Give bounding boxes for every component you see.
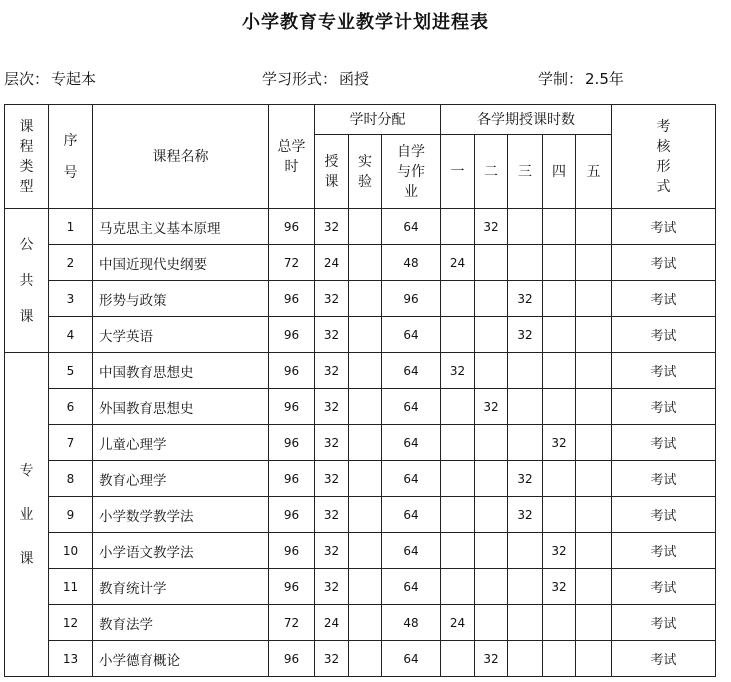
- category-cell: 专业课: [5, 353, 49, 677]
- sem3-hours-cell: [508, 533, 543, 569]
- assessment-cell: 考试: [612, 353, 716, 389]
- sem1-hours-cell: [441, 209, 475, 245]
- assessment-cell: 考试: [612, 317, 716, 353]
- self-study-hours-cell: 64: [382, 425, 441, 461]
- lecture-hours-cell: 32: [315, 569, 349, 605]
- total-hours-cell: 96: [269, 389, 315, 425]
- course-name-cell: 教育法学: [93, 605, 269, 641]
- total-hours-cell: 96: [269, 533, 315, 569]
- course-name-cell: 小学语文教学法: [93, 533, 269, 569]
- lab-hours-cell: [349, 425, 382, 461]
- total-hours-cell: 96: [269, 461, 315, 497]
- sem4-hours-cell: 32: [543, 533, 576, 569]
- course-name-cell: 儿童心理学: [93, 425, 269, 461]
- lecture-hours-cell: 32: [315, 209, 349, 245]
- sem1-hours-cell: [441, 497, 475, 533]
- sem4-hours-cell: 32: [543, 425, 576, 461]
- header-seq: 序号: [49, 105, 93, 209]
- seq-cell: 12: [49, 605, 93, 641]
- sem5-hours-cell: [576, 209, 612, 245]
- table-row: [5, 533, 716, 569]
- lab-hours-cell: [349, 245, 382, 281]
- lab-hours-cell: [349, 497, 382, 533]
- lecture-hours-cell: 24: [315, 245, 349, 281]
- assessment-cell: 考试: [612, 425, 716, 461]
- header-lab: 实验: [349, 135, 382, 209]
- self-study-hours-cell: 64: [382, 569, 441, 605]
- header-assessment: 考核形式: [612, 105, 716, 209]
- self-study-hours-cell: 64: [382, 533, 441, 569]
- sem5-hours-cell: [576, 605, 612, 641]
- sem4-hours-cell: [543, 245, 576, 281]
- lecture-hours-cell: 32: [315, 425, 349, 461]
- table-row: [5, 281, 716, 317]
- lab-hours-cell: [349, 461, 382, 497]
- sem4-hours-cell: [543, 605, 576, 641]
- sem5-hours-cell: [576, 389, 612, 425]
- lab-hours-cell: [349, 533, 382, 569]
- self-study-hours-cell: 64: [382, 353, 441, 389]
- course-name-cell: 中国教育思想史: [93, 353, 269, 389]
- header-hours-distribution: 学时分配: [315, 105, 441, 135]
- lab-hours-cell: [349, 641, 382, 677]
- lab-hours-cell: [349, 605, 382, 641]
- sem3-hours-cell: [508, 353, 543, 389]
- total-hours-cell: 96: [269, 353, 315, 389]
- seq-cell: 10: [49, 533, 93, 569]
- sem4-hours-cell: [543, 281, 576, 317]
- sem5-hours-cell: [576, 569, 612, 605]
- sem2-hours-cell: [475, 281, 508, 317]
- lecture-hours-cell: 32: [315, 353, 349, 389]
- sem2-hours-cell: 32: [475, 209, 508, 245]
- table-row: [5, 569, 716, 605]
- lecture-hours-cell: 32: [315, 533, 349, 569]
- lecture-hours-cell: 24: [315, 605, 349, 641]
- header-semester-hours: 各学期授课时数: [441, 105, 612, 135]
- study-form-info: [262, 68, 369, 89]
- course-name-cell: 马克思主义基本原理: [93, 209, 269, 245]
- seq-cell: 2: [49, 245, 93, 281]
- lab-hours-cell: [349, 209, 382, 245]
- seq-cell: 8: [49, 461, 93, 497]
- table-row: [5, 425, 716, 461]
- course-name-cell: 教育统计学: [93, 569, 269, 605]
- sem4-hours-cell: [543, 389, 576, 425]
- table-row: [5, 389, 716, 425]
- sem4-hours-cell: [543, 641, 576, 677]
- level-info: [4, 68, 96, 89]
- sem3-hours-cell: 32: [508, 317, 543, 353]
- lecture-hours-cell: 32: [315, 461, 349, 497]
- sem5-hours-cell: [576, 461, 612, 497]
- sem3-hours-cell: [508, 209, 543, 245]
- sem2-hours-cell: [475, 605, 508, 641]
- lecture-hours-cell: 32: [315, 317, 349, 353]
- course-name-cell: 大学英语: [93, 317, 269, 353]
- sem2-hours-cell: [475, 425, 508, 461]
- teaching-plan-table: [4, 104, 716, 677]
- sem4-hours-cell: [543, 317, 576, 353]
- sem3-hours-cell: 32: [508, 461, 543, 497]
- page-title: 小学教育专业教学计划进程表: [242, 12, 489, 33]
- self-study-hours-cell: 96: [382, 281, 441, 317]
- course-name-cell: 形势与政策: [93, 281, 269, 317]
- sem3-hours-cell: [508, 425, 543, 461]
- seq-cell: 1: [49, 209, 93, 245]
- sem2-hours-cell: [475, 353, 508, 389]
- sem1-hours-cell: 24: [441, 605, 475, 641]
- sem4-hours-cell: [543, 209, 576, 245]
- sem4-hours-cell: [543, 497, 576, 533]
- assessment-cell: 考试: [612, 533, 716, 569]
- self-study-hours-cell: 64: [382, 461, 441, 497]
- lab-hours-cell: [349, 317, 382, 353]
- assessment-cell: 考试: [612, 209, 716, 245]
- sem5-hours-cell: [576, 281, 612, 317]
- header-sem2: 二: [475, 135, 508, 209]
- sem1-hours-cell: [441, 569, 475, 605]
- total-hours-cell: 96: [269, 641, 315, 677]
- header-category: 课程类型: [5, 105, 49, 209]
- lab-hours-cell: [349, 569, 382, 605]
- lecture-hours-cell: 32: [315, 281, 349, 317]
- duration-label: 学制：: [538, 70, 584, 88]
- course-name-cell: 外国教育思想史: [93, 389, 269, 425]
- assessment-cell: 考试: [612, 389, 716, 425]
- table-row: [5, 353, 716, 389]
- total-hours-cell: 96: [269, 317, 315, 353]
- header-course-name: 课程名称: [93, 105, 269, 209]
- sem2-hours-cell: [475, 317, 508, 353]
- sem1-hours-cell: 24: [441, 245, 475, 281]
- sem5-hours-cell: [576, 317, 612, 353]
- table-row: [5, 317, 716, 353]
- sem3-hours-cell: [508, 641, 543, 677]
- sem4-hours-cell: [543, 353, 576, 389]
- seq-cell: 7: [49, 425, 93, 461]
- course-name-cell: 小学德育概论: [93, 641, 269, 677]
- total-hours-cell: 96: [269, 209, 315, 245]
- category-cell: 公共课: [5, 209, 49, 353]
- lecture-hours-cell: 32: [315, 389, 349, 425]
- header-sem4: 四: [543, 135, 576, 209]
- sem2-hours-cell: [475, 569, 508, 605]
- table-row: [5, 605, 716, 641]
- sem1-hours-cell: [441, 389, 475, 425]
- total-hours-cell: 96: [269, 497, 315, 533]
- sem3-hours-cell: 32: [508, 497, 543, 533]
- sem4-hours-cell: [543, 461, 576, 497]
- assessment-cell: 考试: [612, 245, 716, 281]
- sem2-hours-cell: [475, 461, 508, 497]
- self-study-hours-cell: 48: [382, 245, 441, 281]
- sem1-hours-cell: [441, 533, 475, 569]
- header-self-study: 自学与作业: [382, 135, 441, 209]
- assessment-cell: 考试: [612, 461, 716, 497]
- sem5-hours-cell: [576, 497, 612, 533]
- sem3-hours-cell: [508, 389, 543, 425]
- header-sem3: 三: [508, 135, 543, 209]
- assessment-cell: 考试: [612, 281, 716, 317]
- study-form-label: 学习形式：: [262, 70, 338, 88]
- sem4-hours-cell: 32: [543, 569, 576, 605]
- sem2-hours-cell: [475, 497, 508, 533]
- sem1-hours-cell: [441, 461, 475, 497]
- assessment-cell: 考试: [612, 641, 716, 677]
- sem1-hours-cell: [441, 641, 475, 677]
- lab-hours-cell: [349, 353, 382, 389]
- sem5-hours-cell: [576, 425, 612, 461]
- header-lecture: 授课: [315, 135, 349, 209]
- total-hours-cell: 72: [269, 605, 315, 641]
- seq-cell: 6: [49, 389, 93, 425]
- self-study-hours-cell: 64: [382, 209, 441, 245]
- total-hours-cell: 96: [269, 569, 315, 605]
- course-name-cell: 中国近现代史纲要: [93, 245, 269, 281]
- lab-hours-cell: [349, 281, 382, 317]
- sem5-hours-cell: [576, 533, 612, 569]
- lab-hours-cell: [349, 389, 382, 425]
- table-row: [5, 641, 716, 677]
- seq-cell: 3: [49, 281, 93, 317]
- sem3-hours-cell: 32: [508, 281, 543, 317]
- header-sem5: 五: [576, 135, 612, 209]
- sem1-hours-cell: [441, 425, 475, 461]
- sem2-hours-cell: [475, 533, 508, 569]
- sem3-hours-cell: [508, 569, 543, 605]
- level-label: 层次：: [4, 70, 50, 88]
- header-sem1: 一: [441, 135, 475, 209]
- total-hours-cell: 96: [269, 281, 315, 317]
- self-study-hours-cell: 48: [382, 605, 441, 641]
- seq-cell: 9: [49, 497, 93, 533]
- assessment-cell: 考试: [612, 605, 716, 641]
- seq-cell: 11: [49, 569, 93, 605]
- assessment-cell: 考试: [612, 569, 716, 605]
- study-form-value: 函授: [339, 70, 370, 88]
- table-row: [5, 497, 716, 533]
- course-name-cell: 教育心理学: [93, 461, 269, 497]
- self-study-hours-cell: 64: [382, 497, 441, 533]
- sem3-hours-cell: [508, 245, 543, 281]
- level-value: 专起本: [51, 70, 97, 88]
- sem2-hours-cell: 32: [475, 641, 508, 677]
- table-row: [5, 461, 716, 497]
- lecture-hours-cell: 32: [315, 497, 349, 533]
- self-study-hours-cell: 64: [382, 389, 441, 425]
- seq-cell: 13: [49, 641, 93, 677]
- total-hours-cell: 96: [269, 425, 315, 461]
- duration-info: [538, 68, 624, 89]
- duration-value: 2.5年: [585, 70, 624, 88]
- total-hours-cell: 72: [269, 245, 315, 281]
- sem1-hours-cell: [441, 317, 475, 353]
- header-total-hours: 总学时: [269, 105, 315, 209]
- sem5-hours-cell: [576, 353, 612, 389]
- sem2-hours-cell: [475, 245, 508, 281]
- seq-cell: 4: [49, 317, 93, 353]
- course-name-cell: 小学数学教学法: [93, 497, 269, 533]
- table-row: [5, 245, 716, 281]
- self-study-hours-cell: 64: [382, 641, 441, 677]
- table-row: [5, 209, 716, 245]
- sem1-hours-cell: 32: [441, 353, 475, 389]
- sem2-hours-cell: 32: [475, 389, 508, 425]
- assessment-cell: 考试: [612, 497, 716, 533]
- sem1-hours-cell: [441, 281, 475, 317]
- lecture-hours-cell: 32: [315, 641, 349, 677]
- sem5-hours-cell: [576, 245, 612, 281]
- sem3-hours-cell: [508, 605, 543, 641]
- self-study-hours-cell: 64: [382, 317, 441, 353]
- sem5-hours-cell: [576, 641, 612, 677]
- seq-cell: 5: [49, 353, 93, 389]
